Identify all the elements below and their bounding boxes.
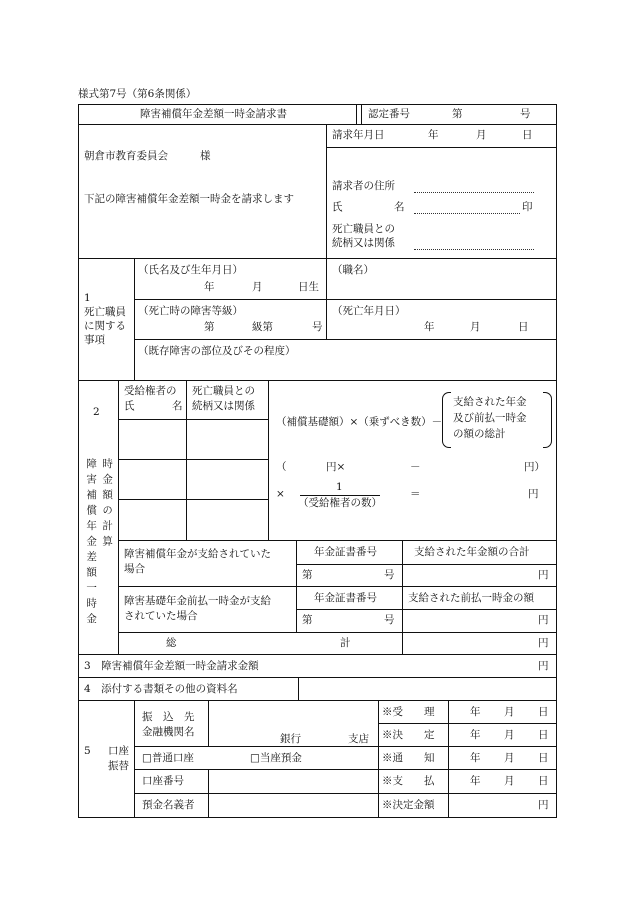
frame-left — [78, 124, 79, 818]
s1-grade-dai: 第 — [204, 321, 215, 333]
addressee: 朝倉市教育委員会 — [84, 150, 168, 162]
s5-office-pay-month: 月 — [504, 775, 515, 787]
s5-label-divider — [134, 700, 135, 818]
s5-row3 — [134, 769, 556, 770]
s1-death-day: 日 — [518, 321, 529, 333]
title-row-div1 — [356, 104, 357, 125]
s2-lump-case-l1: 障害基礎年金前払一時金が支給 — [124, 595, 271, 607]
document-title: 障害補償年金差額一時金請求書 — [140, 108, 287, 120]
s2-equals: ＝ — [410, 488, 421, 500]
s5-decision-amount-yen: 円 — [538, 799, 549, 811]
s2-recipients-bottom — [118, 540, 556, 541]
seal-mark: 印 — [522, 201, 533, 213]
s2-lump-yen: 円 — [538, 614, 549, 626]
s1-title-l3: 事項 — [84, 334, 105, 346]
request-date-line — [326, 147, 556, 148]
s5-office-pay-label: ※支 払 — [382, 775, 435, 787]
s2-number: 2 — [93, 406, 100, 418]
s1-birth-month: 月 — [252, 281, 263, 293]
requester-relation-field[interactable] — [414, 249, 534, 250]
s2-lump-case-l2: されていた場合 — [124, 610, 198, 622]
frame-right — [556, 124, 557, 818]
requester-relation-l1: 死亡職員との — [332, 223, 395, 235]
cert-go: 号 — [520, 108, 531, 120]
s5-office-notify-label: ※通 知 — [382, 752, 435, 764]
s1-label-divider — [134, 258, 135, 380]
s2-fraction-one: 1 — [336, 481, 343, 493]
s2-recipient-row1 — [118, 459, 268, 460]
s5-decision-amount-label: ※決定金額 — [382, 799, 435, 811]
s5-row2 — [134, 746, 556, 747]
s5-row1 — [378, 723, 556, 724]
cert-dai: 第 — [452, 108, 463, 120]
s2-result-yen: 円 — [528, 488, 539, 500]
s5-shiten: 支店 — [348, 733, 369, 745]
s5-number: 5 — [84, 745, 91, 757]
requester-name-shi: 氏 — [332, 201, 343, 213]
s3-yen: 円 — [538, 660, 549, 672]
s2-bottom — [78, 654, 556, 655]
form-number: 様式第7号（第6条関係） — [78, 88, 197, 100]
s5-sub-divider — [208, 700, 209, 746]
s2-formula-bracket-right — [543, 392, 552, 448]
s1-birth-day: 日生 — [298, 281, 319, 293]
s5-office-decide-month: 月 — [504, 729, 515, 741]
s2-recipient-l1: 受給権者の — [124, 385, 177, 397]
s2-recipient-row2 — [118, 499, 268, 500]
s2-lump-bottom — [118, 632, 556, 633]
s2-pension-yen: 円 — [538, 569, 549, 581]
s2-fraction-bar — [300, 495, 380, 496]
s3-label: 3 障害補償年金差額一時金請求金額 — [84, 660, 259, 672]
s1-existing-label: （既存障害の部位及びその程度） — [138, 345, 296, 357]
s1-birth-year: 年 — [204, 281, 215, 293]
requester-name-mei: 名 — [394, 201, 405, 213]
s5-office-decide-day: 日 — [538, 729, 549, 741]
s2-pension-cert-label: 年金証書番号 — [314, 546, 377, 558]
s1-death-year: 年 — [424, 321, 435, 333]
s2-col-divider2 — [268, 380, 269, 540]
s2-pension-go: 号 — [384, 569, 395, 581]
s5-bank-l2: 金融機関名 — [142, 726, 195, 738]
s1-row2-bottom — [134, 339, 556, 340]
request-block-bottom — [78, 258, 556, 259]
s1-title-l1: 死亡職員 — [84, 306, 126, 318]
s5-office-divider1 — [378, 700, 379, 818]
s2-pension-bottom — [118, 586, 556, 587]
s2-lump-mid — [296, 609, 556, 610]
s1-grade-kyu-dai: 級第 — [252, 321, 273, 333]
s2-relation-l1: 死亡職員との — [192, 385, 255, 397]
s5-office-pay-day: 日 — [538, 775, 549, 787]
s5-holder-label: 預金名義者 — [142, 799, 195, 811]
main-table-top — [78, 124, 556, 125]
s2-total-kei: 計 — [340, 637, 351, 649]
request-statement: 下記の障害補償年金差額一時金を請求します — [84, 193, 294, 205]
requester-address-label: 請求者の住所 — [332, 180, 395, 192]
request-divider — [326, 124, 327, 259]
requester-relation-l2: 続柄又は関係 — [332, 237, 395, 249]
s5-office-receive-month: 月 — [504, 706, 515, 718]
title-row-left — [78, 104, 79, 125]
s5-ginko: 銀行 — [280, 733, 301, 745]
requester-address-field[interactable] — [414, 192, 534, 193]
s1-number: 1 — [84, 292, 91, 304]
s2-label-divider — [118, 380, 119, 655]
cert-label: 認定番号 — [368, 108, 410, 120]
s3-bottom — [78, 677, 556, 678]
s2-bracket-l3: の額の総計 — [453, 428, 506, 440]
s1-grade-go: 号 — [312, 321, 323, 333]
s1-death-date-label: （死亡年月日） — [332, 305, 406, 317]
s2-lump-go: 号 — [384, 614, 395, 626]
request-date-month: 月 — [476, 129, 487, 141]
s2-total-yen: 円 — [538, 637, 549, 649]
s2-pension-case-l1: 障害補償年金が支給されていた — [124, 548, 271, 560]
request-date-year: 年 — [428, 129, 439, 141]
request-date-day: 日 — [522, 129, 533, 141]
s5-office-receive-label: ※受 理 — [382, 706, 435, 718]
s2-pension-case-l2: 場合 — [124, 563, 145, 575]
s5-office-divider2 — [448, 700, 449, 818]
s2-times: × — [276, 488, 285, 500]
title-row-top — [78, 104, 556, 105]
title-row-div2 — [361, 104, 362, 125]
s2-formula-bracket-left — [442, 392, 451, 448]
s2-yen-close: 円） — [524, 461, 545, 473]
s5-office-receive-year: 年 — [470, 706, 481, 718]
s5-current-checkbox[interactable]: □当座預金 — [250, 752, 302, 764]
s1-name-birth-label: （氏名及び生年月日） — [138, 264, 243, 276]
s1-row1-bottom — [134, 299, 556, 300]
s5-row4 — [134, 793, 556, 794]
s5-koza: 口座 — [108, 745, 129, 757]
s5-office-notify-month: 月 — [504, 752, 515, 764]
s5-bank-l1: 振 込 先 — [142, 711, 195, 723]
s2-relation-l2: 続柄又は関係 — [192, 400, 255, 412]
s5-office-pay-year: 年 — [470, 775, 481, 787]
s1-title-l2: に関する — [84, 320, 126, 332]
s2-recipient-shi: 氏 — [124, 400, 135, 412]
s1-death-month: 月 — [470, 321, 481, 333]
s2-bracket-l2: 及び前払一時金 — [453, 412, 527, 424]
s5-account-no-label: 口座番号 — [142, 775, 184, 787]
s2-lump-dai: 第 — [302, 614, 313, 626]
frame-bottom — [78, 817, 557, 818]
s2-minus: － — [410, 461, 421, 473]
s5-office-decide-label: ※決 定 — [382, 729, 435, 741]
s2-bracket-l1: 支給された年金 — [453, 396, 527, 408]
addressee-sama: 様 — [200, 150, 211, 162]
s5-office-notify-year: 年 — [470, 752, 481, 764]
s5-office-notify-day: 日 — [538, 752, 549, 764]
s4-label: 4 添付する書類その他の資料名 — [84, 683, 238, 695]
s2-col-divider1 — [186, 380, 187, 540]
s2-lump-total-label: 支給された前払一時金の額 — [408, 592, 534, 604]
s2-lump-cert-label: 年金証書番号 — [314, 592, 377, 604]
s1-bottom — [78, 380, 556, 381]
s2-yen-times: 円× — [326, 461, 346, 473]
title-row-right — [556, 104, 557, 125]
s2-header-bottom — [118, 419, 268, 420]
s1-grade-label: （死亡時の障害等級） — [138, 305, 243, 317]
s2-recipient-mei: 名 — [172, 400, 183, 412]
s2-paren-open: （ — [276, 461, 287, 473]
s5-ordinary-checkbox[interactable]: □普通口座 — [142, 752, 194, 764]
s2-vertical-title-left: 障害補償年金差額一時金 — [85, 458, 98, 629]
request-date-label: 請求年月日 — [332, 129, 385, 141]
s2-total-sou: 総 — [166, 637, 177, 649]
s2-pension-dai: 第 — [302, 569, 313, 581]
s4-bottom — [78, 700, 556, 701]
s2-vertical-title-right: 時金額の計算 — [101, 458, 114, 551]
requester-name-field[interactable] — [414, 213, 520, 214]
s5-furikae: 振替 — [108, 760, 129, 772]
s5-office-decide-year: 年 — [470, 729, 481, 741]
s2-fraction-denominator: （受給権者の数） — [298, 497, 382, 509]
s1-job-label: （職名） — [332, 264, 374, 276]
s2-formula-part1: （補償基礎額）×（乗ずべき数）－ — [276, 416, 443, 428]
s2-pension-div2 — [402, 540, 403, 654]
s4-attachments-field[interactable] — [302, 697, 552, 698]
s5-office-receive-day: 日 — [538, 706, 549, 718]
s2-pension-total-label: 支給された年金額の合計 — [414, 546, 530, 558]
s2-pension-mid — [296, 564, 556, 565]
s4-divider — [298, 677, 299, 701]
